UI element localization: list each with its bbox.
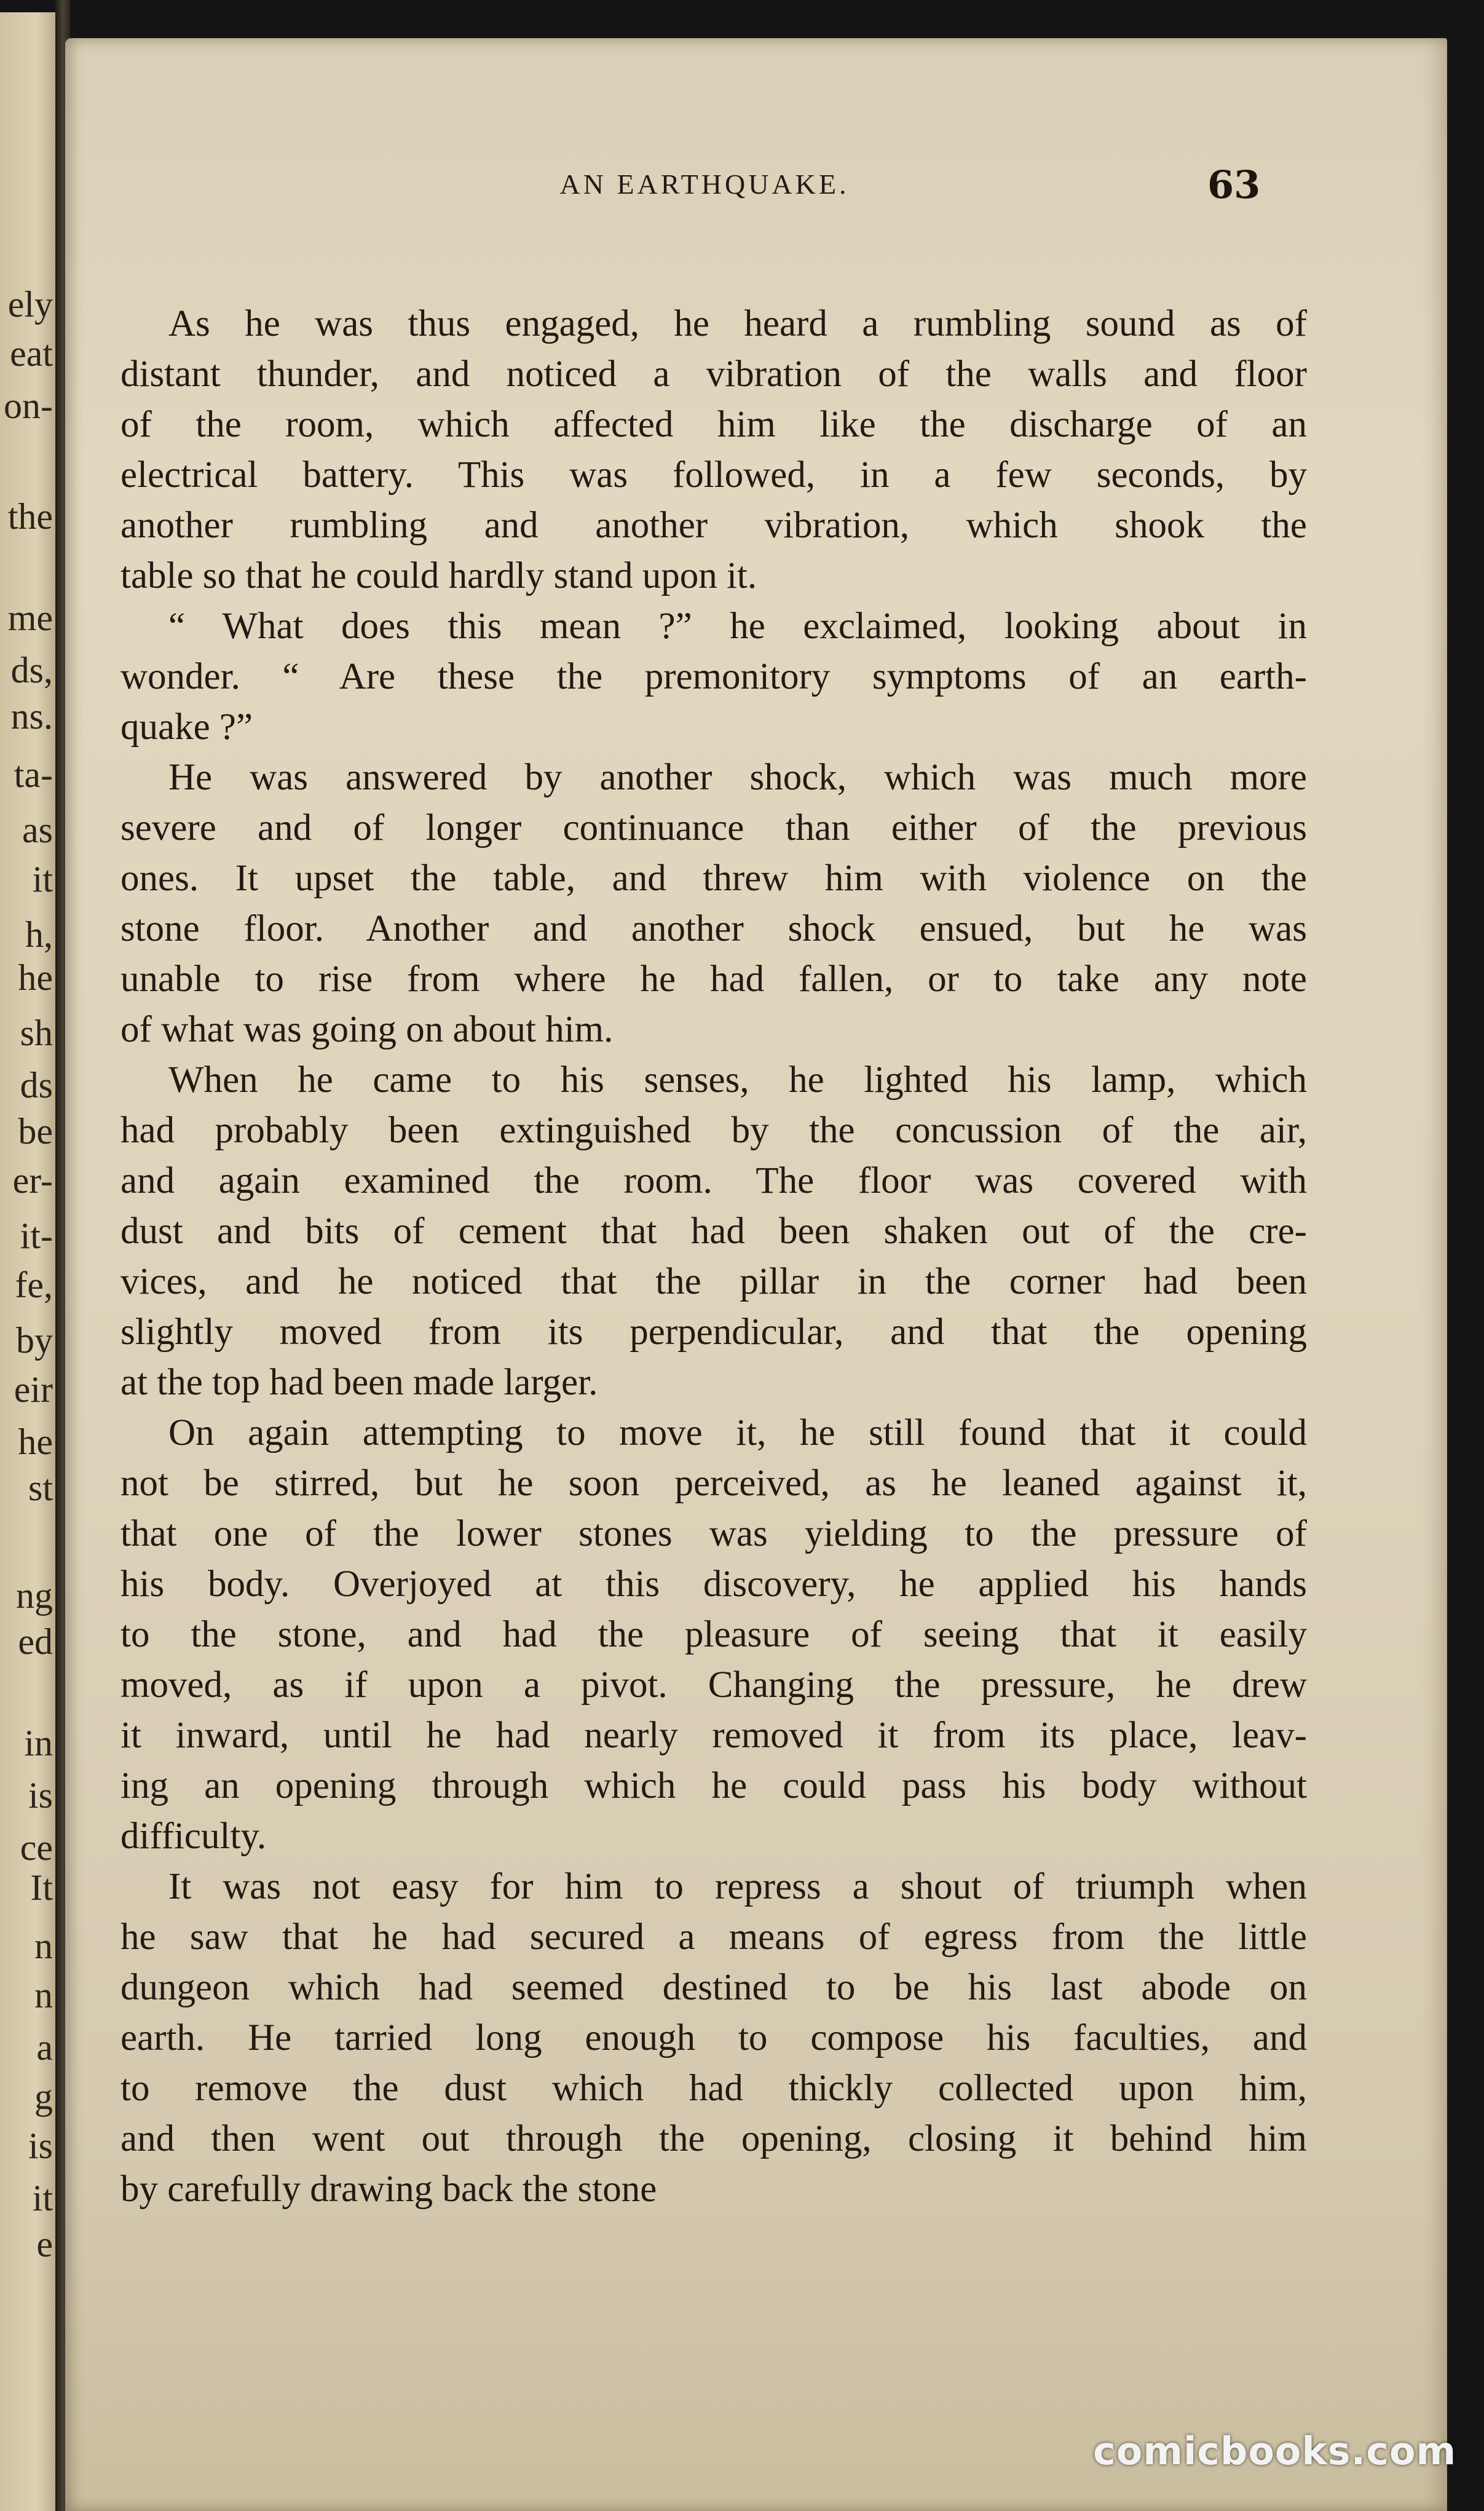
prev-page-fragment: me bbox=[7, 598, 53, 638]
prev-page-fragment: it- bbox=[20, 1216, 53, 1256]
book-page bbox=[65, 38, 1447, 2511]
prev-page-fragment: ds bbox=[20, 1065, 53, 1105]
text-line: another rumbling and another vibration, which shook the bbox=[120, 505, 1307, 546]
text-line: not be stirred, but he soon perceived, as he leaned against it, bbox=[120, 1463, 1307, 1504]
text-line: difficulty. bbox=[120, 1816, 267, 1857]
watermark: comicbooks.com bbox=[1093, 2429, 1457, 2473]
text-line: wonder. “ Are these the premonitory symptoms of an earth- bbox=[120, 656, 1307, 697]
text-line: to remove the dust which had thickly collected upon him, bbox=[120, 2068, 1307, 2109]
text-line: ing an opening through which he could pass his body without bbox=[120, 1765, 1307, 1806]
prev-page-fragment: eir bbox=[14, 1369, 53, 1410]
prev-page-fragment: e bbox=[36, 2224, 53, 2264]
prev-page-fragment: n bbox=[34, 1926, 53, 1966]
prev-page-fragment: a bbox=[36, 2027, 53, 2068]
text-line: ones. It upset the table, and threw him with violence on the bbox=[120, 858, 1307, 899]
text-line: he saw that he had secured a means of egress from the little bbox=[120, 1916, 1307, 1958]
prev-page-fragment: eat bbox=[10, 333, 53, 374]
text-line: at the top had been made larger. bbox=[120, 1362, 598, 1403]
text-line: and then went out through the opening, closing it behind him bbox=[120, 2118, 1307, 2159]
text-line: table so that he could hardly stand upon it. bbox=[120, 555, 757, 596]
prev-page-fragment: he bbox=[18, 1422, 53, 1462]
text-line: vices, and he noticed that the pillar in the corner had been bbox=[120, 1261, 1307, 1302]
chapter-running-title: AN EARTHQUAKE. bbox=[559, 168, 850, 200]
prev-page-fragment: it bbox=[32, 859, 53, 900]
prev-page-fragment: in bbox=[24, 1723, 53, 1763]
text-line: “ What does this mean ?” he exclaimed, looking about in bbox=[168, 606, 1307, 647]
prev-page-fragment: ds, bbox=[10, 650, 53, 690]
prev-page-fragment: it bbox=[32, 2178, 53, 2218]
prev-page-fragment: he bbox=[18, 957, 53, 998]
prev-page-fragment: be bbox=[18, 1111, 53, 1152]
text-line: his body. Overjoyed at this discovery, he applied his hands bbox=[120, 1564, 1307, 1605]
prev-page-fragment: is bbox=[28, 1775, 53, 1816]
text-line: dust and bits of cement that had been shaken out of the cre- bbox=[120, 1211, 1307, 1252]
text-line: moved, as if upon a pivot. Changing the pressure, he drew bbox=[120, 1664, 1307, 1706]
text-line: electrical battery. This was followed, in a few seconds, by bbox=[120, 454, 1307, 496]
prev-page-fragment: h, bbox=[25, 914, 53, 955]
prev-page-fragment: by bbox=[16, 1320, 53, 1361]
prev-page-fragment: g bbox=[34, 2076, 53, 2117]
text-line: slightly moved from its perpendicular, and that the opening bbox=[120, 1311, 1307, 1353]
prev-page-fragment: ns. bbox=[10, 696, 53, 737]
prev-page-fragment: sh bbox=[20, 1013, 53, 1053]
text-line: severe and of longer continuance than either of the previous bbox=[120, 807, 1307, 848]
page-number: 63 bbox=[1207, 162, 1261, 207]
text-line: unable to rise from where he had fallen, or to take any note bbox=[120, 959, 1307, 1000]
text-line: of what was going on about him. bbox=[120, 1009, 614, 1050]
prev-page-fragment: the bbox=[7, 496, 53, 537]
text-line: quake ?” bbox=[120, 706, 253, 748]
prev-page-fragment: ed bbox=[18, 1621, 53, 1662]
text-line: On again attempting to move it, he still found that it could bbox=[168, 1412, 1307, 1453]
text-line: it inward, until he had nearly removed it from its place, leav- bbox=[120, 1715, 1307, 1756]
text-line: dungeon which had seemed destined to be his last abode on bbox=[120, 1967, 1307, 2008]
text-line: had probably been extinguished by the concussion of the air, bbox=[120, 1110, 1307, 1151]
text-line: and again examined the room. The floor was covered with bbox=[120, 1160, 1307, 1201]
text-line: As he was thus engaged, he heard a rumbling sound as of bbox=[168, 303, 1307, 344]
text-line: earth. He tarried long enough to compose his faculties, and bbox=[120, 2017, 1307, 2058]
text-line: When he came to his senses, he lighted his lamp, which bbox=[168, 1059, 1307, 1101]
text-line: It was not easy for him to repress a shout of triumph when bbox=[168, 1866, 1307, 1907]
prev-page-fragment: ta- bbox=[14, 754, 53, 795]
text-line: that one of the lower stones was yielding to the pressure of bbox=[120, 1513, 1307, 1554]
prev-page-fragment: is bbox=[28, 2125, 53, 2166]
prev-page-fragment: st bbox=[28, 1468, 53, 1508]
prev-page-fragment: It bbox=[30, 1867, 53, 1908]
prev-page-fragment: n bbox=[34, 1975, 53, 2015]
text-line: of the room, which affected him like the discharge of an bbox=[120, 404, 1307, 445]
body-text bbox=[65, 38, 1447, 2511]
previous-page-edge bbox=[0, 12, 61, 2511]
prev-page-fragment: ng bbox=[16, 1575, 53, 1616]
prev-page-fragment: er- bbox=[12, 1160, 53, 1201]
text-line: by carefully drawing back the stone bbox=[120, 2169, 657, 2210]
text-line: distant thunder, and noticed a vibration of the walls and floor bbox=[120, 354, 1307, 395]
prev-page-fragment: on- bbox=[4, 386, 53, 426]
prev-page-fragment: ely bbox=[7, 284, 53, 325]
prev-page-fragment: fe, bbox=[15, 1265, 53, 1305]
prev-page-fragment: as bbox=[22, 810, 53, 850]
prev-page-fragment: ce bbox=[20, 1827, 53, 1868]
text-line: to the stone, and had the pleasure of seeing that it easily bbox=[120, 1614, 1307, 1655]
text-line: stone floor. Another and another shock ensued, but he was bbox=[120, 908, 1307, 949]
text-line: He was answered by another shock, which was much more bbox=[168, 757, 1307, 798]
